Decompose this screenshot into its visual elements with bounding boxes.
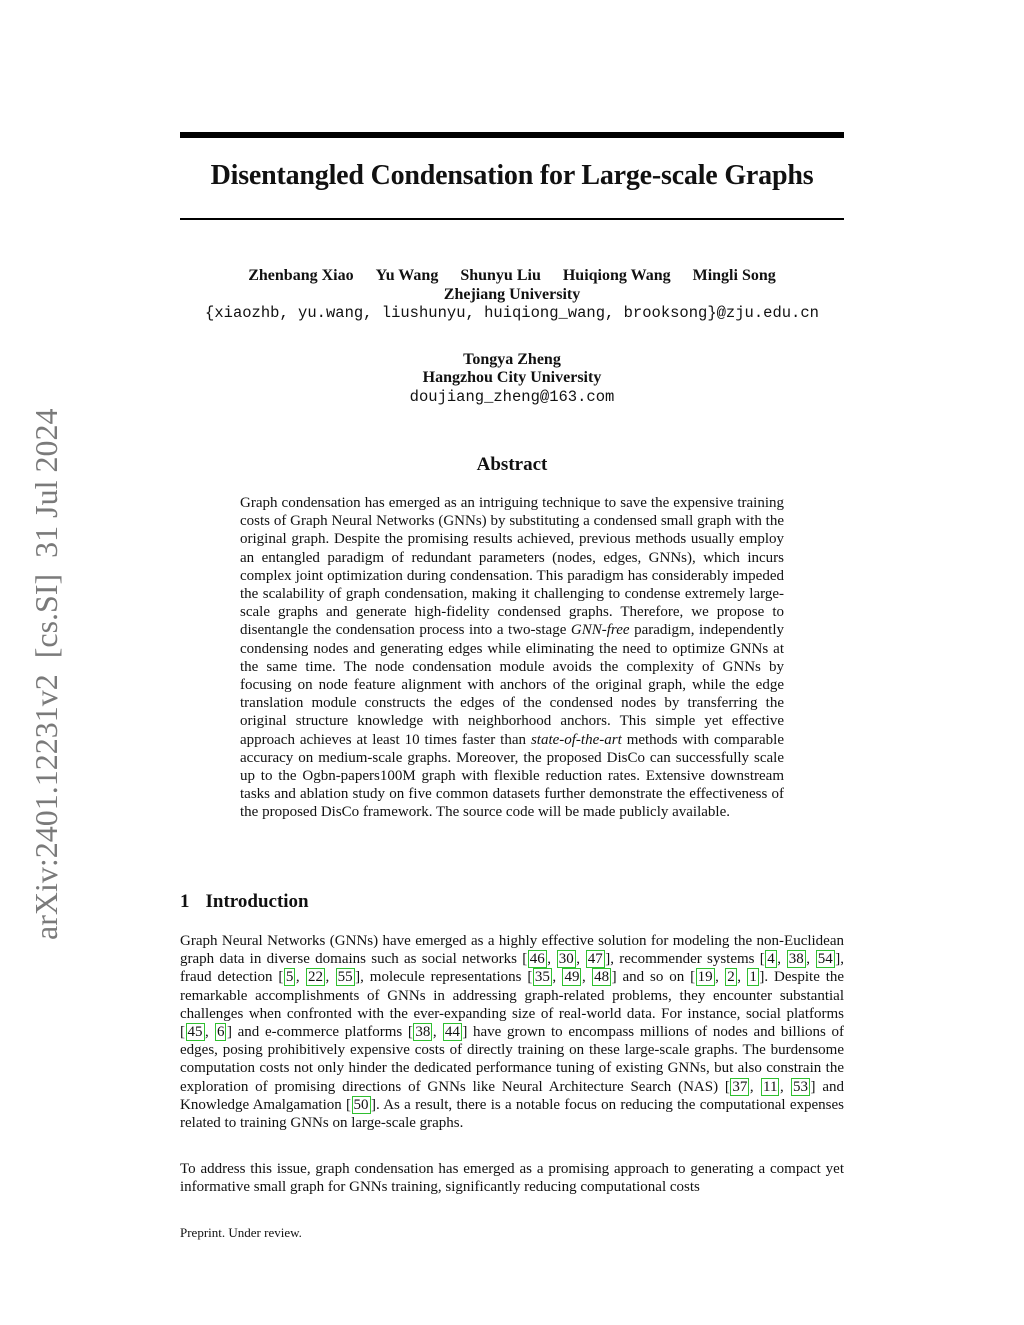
author-name: Huiqiong Wang (562, 267, 671, 284)
citation-link[interactable]: 35 (534, 969, 550, 986)
page-footer: Preprint. Under review. (180, 1225, 302, 1240)
citation-link[interactable]: 6 (216, 1024, 225, 1041)
email-primary: {xiaozhb, yu.wang, liushunyu, huiqiong_wang, brooksong}@zju.edu.cn (205, 304, 819, 322)
citation-link[interactable]: 50 (353, 1096, 369, 1113)
abstract-text-part: methods with comparable accuracy on medium-scale graphs. Moreover, the proposed DisCo can successfully scale up to the Ogbn-papers100M graph with flexible reduction rates. Extensive downstream tasks and ablation study on five common datasets further demonstrate the effectiveness of the proposed DisCo framework. The source code will be made publicly available. (240, 731, 784, 821)
citation-link[interactable]: 1 (749, 969, 757, 986)
paragraph-text: ]. Despite the remarkable accomplishments of GNNs in addressing graph-related problems, they encounter substantial challenges when confronted with the ever-expanding size of real-world data. For instance, social platforms [ (180, 969, 845, 1041)
citation-link[interactable]: 38 (788, 951, 804, 968)
arxiv-stamp-container (24, 380, 74, 940)
affiliation-secondary: Hangzhou City University (422, 369, 602, 386)
citation-link[interactable]: 53 (793, 1078, 809, 1095)
citation-link[interactable]: 55 (337, 969, 353, 986)
abstract-emphasis: state-of-the-art (530, 731, 622, 748)
citation-link[interactable]: 38 (415, 1024, 431, 1041)
email-secondary: doujiang_zheng@163.com (409, 388, 615, 406)
intro-paragraph: Graph Neural Networks (GNNs) have emerged as a highly effective solution for modeling the non-Euclidean graph data in diverse domains such as social networks [ 46 , 30 , 47 ], recommender systems [ 4 , 38 , 54 ], fraud detection [ 5 , 22 , 55 ], molecule representations [ 35 , 49 , 48 ] and so on [ 19 , 2 , 1 ]. Despite the remarkable accomplishments of GNNs in addressing graph-related problems, they encounter substantial challenges when confronted with the ever-expanding size of real-world data. For instance, social platforms [ 45 , 6 ] and e-commerce platforms [ 38 , 44 ] have grown to encompass millions of nodes and billions of edges, posing prohibitively expensive costs of directly training on these large-scale graphs. The burdensome computation costs not only hinder the dedicated performance tuning of existing GNNs, but also constrain the exploration of promising directions of GNNs like Neural Architecture Search (NAS) [ 37 , 11 , 53 ] and Knowledge Amalgamation [ 50 ]. As a result, there is a notable focus on reducing the computational expenses related to training GNNs on large-scale graphs. (180, 933, 845, 1132)
abstract-text (240, 494, 784, 822)
citation-link[interactable]: 46 (529, 951, 545, 968)
affiliation-primary: Zhejiang University (443, 286, 581, 303)
paragraph-text: ] and so on [ (611, 969, 696, 986)
author-name: Yu Wang (375, 267, 439, 284)
intro-paragraph: To address this issue, graph condensation has emerged as a promising approach to generating a compact yet informative small graph for GNNs training, significantly reducing computational costs (180, 1161, 844, 1196)
citation-link[interactable]: 19 (697, 969, 713, 986)
paragraph-text: ] and e-commerce platforms [ (226, 1024, 413, 1041)
title-top-rule (180, 132, 844, 138)
citation-link[interactable]: 2 (727, 969, 735, 986)
abstract-emphasis: GNN-free (570, 622, 630, 639)
citation-link[interactable]: 44 (444, 1024, 460, 1041)
citation-link[interactable]: 54 (817, 951, 833, 968)
section-title: Introduction (205, 891, 309, 912)
citation-link[interactable]: 49 (564, 969, 580, 986)
citation-link[interactable]: 11 (763, 1078, 778, 1095)
paragraph-text: ] have grown to encompass millions of nodes and billions of edges, posing prohibitively expensive costs of directly training on these large-scale graphs. The burdensome computation costs not only hinder the dedicated performance tuning of existing GNNs, but also constrain the exploration of promising directions of GNNs like Neural Architecture Search (NAS) [ (180, 1024, 845, 1095)
abstract-heading: Abstract (476, 454, 548, 475)
abstract-text-part: paradigm, independently condensing nodes and generating edges while eliminating the need to optimize GNNs at the same time. The node condensation module avoids the complexity of GNNs by focusing on node feature alignment with anchors of the original graph, while the edge translation module constructs the edges of the condensed nodes by transferring the original structure knowledge with neighborhood anchors. This simple yet effective approach achieves at least 10 times faster than (240, 622, 784, 748)
paragraph-text: ], molecule representations [ (355, 969, 533, 986)
section-heading-introduction (180, 891, 309, 913)
section-number: 1 (180, 891, 190, 912)
paper-title: Disentangled Condensation for Large-scale Graphs (210, 160, 814, 191)
author-name-second-group: Tongya Zheng (463, 351, 561, 368)
citation-link[interactable]: 22 (308, 969, 324, 986)
author-list (180, 267, 844, 285)
author-name: Mingli Song (692, 267, 776, 284)
paragraph-text: Graph Neural Networks (GNNs) have emerged as a highly effective solution for modeling the non-Euclidean graph data in diverse domains such as social networks [ (180, 933, 844, 968)
citation-link[interactable]: 4 (767, 951, 775, 968)
title-bottom-rule (180, 218, 844, 220)
citation-link[interactable]: 47 (587, 951, 603, 968)
paragraph-text: ] and Knowledge Amalgamation [ (180, 1078, 845, 1113)
citation-link[interactable]: 48 (594, 969, 610, 986)
citation-link[interactable]: 45 (187, 1024, 203, 1041)
paragraph-text: ]. As a result, there is a notable focus on reducing the computational expenses related to training GNNs on large-scale graphs. (180, 1096, 844, 1132)
arxiv-stamp: arXiv:2401.12231v2 [cs.SI] 31 Jul 2024 (28, 408, 64, 940)
citation-link[interactable]: 30 (558, 951, 574, 968)
author-name: Shunyu Liu (460, 267, 541, 284)
citation-link[interactable]: 5 (285, 969, 294, 986)
paragraph-text: ], recommender systems [ (605, 951, 765, 968)
abstract-text-part: Graph condensation has emerged as an intriguing technique to save the expensive training costs of Graph Neural Networks (GNNs) by substituting a condensed small graph with the original graph. Despite the promising results achieved, previous methods usually employ an entangled paradigm of redundant parameters (nodes, edges, GNNs), which incurs complex joint optimization during condensation. This paradigm has considerably impeded the scalability of graph condensation, making it challenging to condense extremely large-scale graphs and generate high-fidelity condensed graphs. Therefore, we propose to disentangle the condensation process into a two-stage (240, 495, 784, 639)
author-name: Zhenbang Xiao (248, 267, 354, 284)
paragraph-text: ], fraud detection [ (180, 951, 845, 986)
citation-link[interactable]: 37 (732, 1078, 748, 1095)
